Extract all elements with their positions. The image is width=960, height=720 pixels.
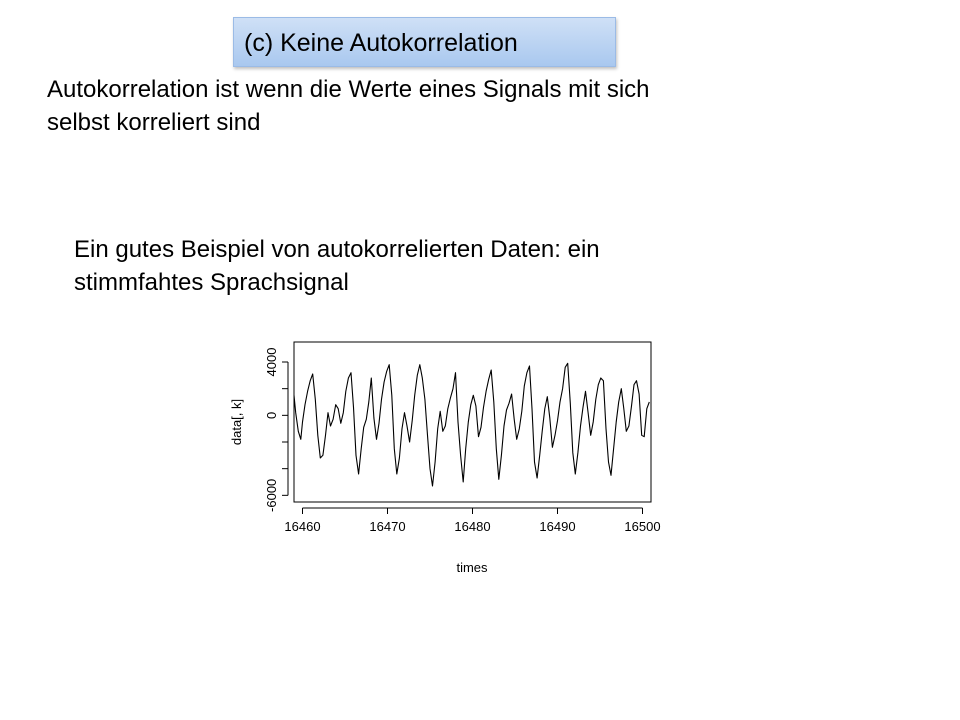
x-tick-label: 16460 — [284, 519, 321, 534]
x-tick-label: 16490 — [539, 519, 576, 534]
definition-line-1: Autokorrelation ist wenn die Werte eines Signals mit sich — [47, 76, 650, 103]
slide-title: (c) Keine Autokorrelation — [233, 17, 616, 67]
x-axis — [284, 508, 660, 534]
y-tick-label: 0 — [264, 411, 279, 419]
speech-signal-chart — [220, 330, 670, 580]
x-axis-label: times — [456, 560, 488, 575]
y-axis — [264, 348, 288, 512]
definition-paragraph — [47, 73, 650, 139]
example-paragraph — [74, 233, 600, 299]
x-tick-label: 16470 — [369, 519, 406, 534]
example-line-2: stimmfahtes Sprachsignal — [74, 269, 349, 296]
y-tick-label: -6000 — [264, 478, 279, 512]
plot-frame — [294, 342, 651, 502]
example-line-1: Ein gutes Beispiel von autokorrelierten Daten: ein — [74, 236, 600, 263]
definition-line-2: selbst korreliert sind — [47, 109, 261, 136]
y-tick-label: 4000 — [264, 347, 279, 377]
signal-line — [294, 363, 649, 486]
x-tick-label: 16480 — [454, 519, 491, 534]
y-axis-label: data[, k] — [229, 398, 244, 446]
x-tick-label: 16500 — [624, 519, 661, 534]
